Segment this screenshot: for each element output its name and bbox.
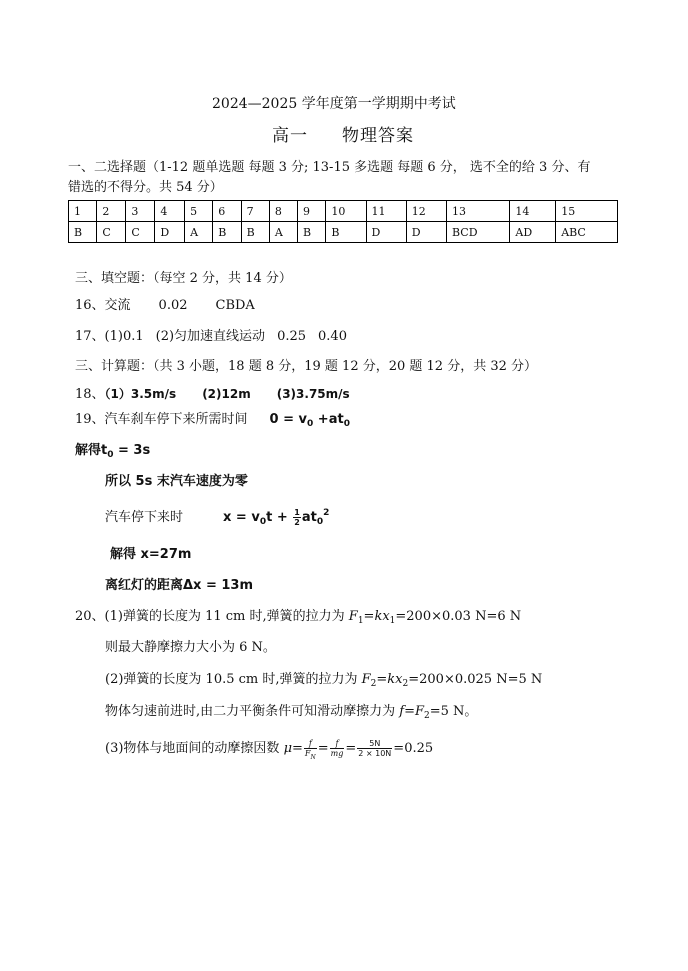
q19-displacement-equation: $x = v_0t$ + $\frac{1}{2}$ $at_0^2$ <box>223 508 330 527</box>
answer-cell: BCD <box>446 222 509 243</box>
q18-answer <box>75 385 350 404</box>
answer-cell: AD <box>510 222 556 243</box>
question-number: 15 <box>556 201 618 222</box>
question-number: 9 <box>297 201 325 222</box>
question-number: 12 <box>406 201 446 222</box>
q18-part3: (3)3.75m/s <box>276 387 350 401</box>
friction-fraction-1: $\frac{f}{F_N}$ <box>304 739 316 761</box>
friction-fraction-3: $\frac{5N}{2 \times 10N}$ <box>358 739 392 758</box>
answer-cell: B <box>326 222 366 243</box>
q19-stop-text: 汽车停下来时 <box>105 510 184 525</box>
question-number: 7 <box>241 201 269 222</box>
q16-blank2: 0.02 <box>158 298 188 313</box>
question-number: 13 <box>446 201 509 222</box>
q19-line6: 离红灯的距离Δx = 13m <box>105 578 254 593</box>
question-number: 11 <box>366 201 406 222</box>
q18-part2: (2)12m <box>202 387 251 401</box>
question-number: 1 <box>69 201 97 222</box>
q20-line1: 20、(1)弹簧的长度为 11 cm 时,弹簧的拉力为 $F_1=kx_1=200\times 0.03$ N=6 N <box>75 609 522 626</box>
q18-number: 18、 <box>75 387 105 402</box>
answer-table <box>68 200 618 243</box>
question-number: 6 <box>213 201 241 222</box>
q16-answer <box>75 297 255 315</box>
q19-solve-t0: 解得$t_0 = 3s$ <box>75 443 151 460</box>
q18-part1: （1）3.5m/s <box>104 387 177 401</box>
answer-cell: A <box>269 222 297 243</box>
q17-blank3: 0.25 <box>277 329 307 344</box>
answer-cell: ABC <box>556 222 618 243</box>
answer-cell: A <box>185 222 213 243</box>
q16-number: 16、交流 <box>75 298 131 313</box>
q17-blank2: (2)匀加速直线运动 <box>155 329 266 344</box>
answer-cell: B <box>241 222 269 243</box>
answer-cell: D <box>406 222 446 243</box>
q19-line4 <box>105 508 329 527</box>
q19-line3: 所以 5s 末汽车速度为零 <box>105 474 248 489</box>
q17-answer <box>75 328 347 346</box>
friction-fraction-2: $\frac{f}{mg}$ <box>330 739 344 758</box>
answer-cell: D <box>155 222 185 243</box>
q16-blank3: CBDA <box>215 298 255 313</box>
q20-line5: (3)物体与地面间的动摩擦因数 μ= $\frac{f}{F_N}$ = $\frac{f}{mg}$ = $\frac{5N}{2 \times 10N}$ =0.25 <box>105 739 434 761</box>
q17-number: 17、(1)0.1 <box>75 329 144 344</box>
section2-heading: 三、填空题：（每空 2 分，共 14 分） <box>75 271 292 286</box>
answer-cell: B <box>297 222 325 243</box>
answer-cell: B <box>69 222 97 243</box>
q19-text: 19、汽车刹车停下来所需时间 <box>75 412 248 427</box>
answer-cell: B <box>213 222 241 243</box>
answer-key-title: 物理答案 <box>342 126 414 146</box>
section1-heading-line2: 错选的不得分。共 54 分） <box>68 180 223 195</box>
section3-heading: 三、计算题：（共 3 小题，18 题 8 分，19 题 12 分，20 题 12 分，共 32 分） <box>75 359 538 374</box>
answer-row <box>69 222 618 243</box>
question-number: 4 <box>155 201 185 222</box>
answer-cell: C <box>97 222 126 243</box>
answer-cell: D <box>366 222 406 243</box>
question-number: 14 <box>510 201 556 222</box>
question-number-row <box>69 201 618 222</box>
question-number: 2 <box>97 201 126 222</box>
question-number: 5 <box>185 201 213 222</box>
question-number: 10 <box>326 201 366 222</box>
q20-line4: 物体匀速前进时,由二力平衡条件可知滑动摩擦力为 $f=F_2=5$ N。 <box>105 704 478 721</box>
grade-label: 高一 <box>272 126 308 146</box>
section1-heading-line1: 一、二选择题（1-12 题单选题 每题 3 分; 13-15 多选题 每题 6 分， 选不全的给 3 分、有 <box>68 160 591 175</box>
q20-line2: 则最大静摩擦力大小为 6 N。 <box>105 640 276 655</box>
answer-cell: C <box>126 222 155 243</box>
exam-title: 2024—2025 学年度第一学期期中考试 <box>212 96 456 112</box>
question-number: 3 <box>126 201 155 222</box>
q19-line5: 解得 x=27m <box>110 547 192 562</box>
q17-blank4: 0.40 <box>318 329 347 344</box>
q20-line3: (2)弹簧的长度为 10.5 cm 时,弹簧的拉力为 $F_2=kx_2=200\times 0.025$ N=5 N <box>105 672 543 689</box>
question-number: 8 <box>269 201 297 222</box>
q19-line1 <box>75 411 350 429</box>
q19-equation1: $0 = v_0 +at_0$ <box>269 412 350 429</box>
one-half-fraction: $\frac{1}{2}$ <box>294 508 300 527</box>
